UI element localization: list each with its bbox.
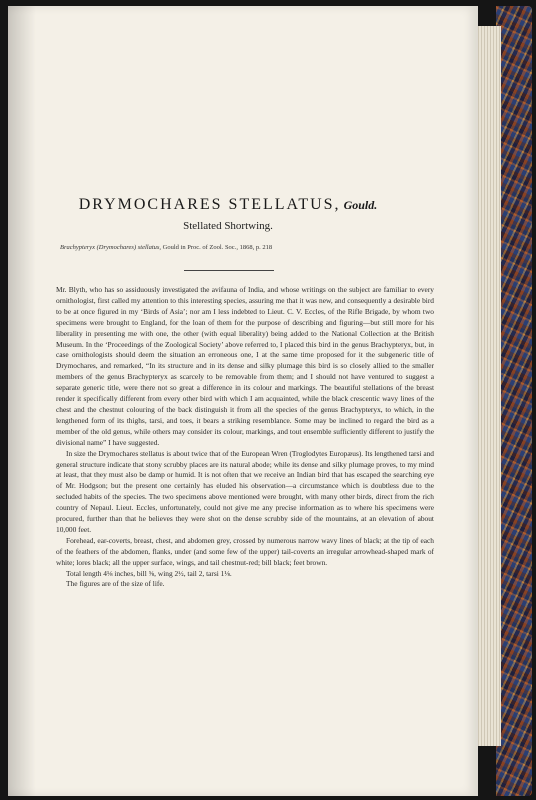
paragraph: Total length 4⅛ inches, bill ⅝, wing 2½, tail 2, tarsi 1⅛. (66, 568, 232, 578)
paragraph: The figures are of the size of life. (66, 579, 165, 589)
book-page (8, 6, 478, 796)
divider-rule (184, 270, 274, 271)
reference-name: Brachypteryx (Drymochares) stellatus, (60, 244, 162, 251)
marbled-cover-edge (496, 6, 532, 796)
book (8, 6, 532, 796)
page-title (8, 196, 448, 214)
paragraph: Mr. Blyth, who has so assiduously investigated the avifauna of India, and whose writings on the subject are familiar to every ornithologist, first called my attention to this interesting species, assuring me that it was new, and consequently a desirable bird to be at once figured in my ‘Birds of Asia’; nor am I less indebted to Lieut. C. V. Eccles, of the Rifle Brigade, by whom two specimens were brought to England, for the loan of them for the purpose of describing and figuring—but still more for his liberality in presenting me with one, the other (with equal liberality) being added to the National Collection at the British Museum. In the ‘Proceedings of the Zoological Society’ above referred to, I placed this bird in the genus Brachypteryx, but, in case ornithologists should deem the situation an erroneous one, I at the same time proposed for it the subgeneric title of Drymochares, and remarked, “In its structure and in its dense and silky plumage this bird is so closely allied to the smaller members of the genus Brachypteryx as scarcely to be removable from them; and I should not have ventured to suggest a separate generic title, were there not so great a difference in its colour and markings. The beautiful stellations of the breast render it specifically different from every other bird with which I am acquainted, while the black crescentic wavy lines of the chest and the chestnut colouring of the back distinguish it from all the species of the genus Brachypteryx, to which, in the lengthened form of its thighs, tarsi, and toes, it bears a striking resemblance. Some may be inclined to regard the bird as a member of the old genus, while others may consider its colour, markings, and tout ensemble sufficiently different to justify the divisional name” I have suggested. (56, 285, 434, 447)
common-name: Stellated Shortwing. (183, 220, 273, 232)
gutter-shadow (8, 6, 36, 796)
paragraph: In size the Drymochares stellatus is about twice that of the European Wren (Troglodytes Europæus). Its lengthened tarsi and general structure indicate that stony scrubby places are its natural abode; while its dense and silky plumage proves, to my mind at least, that they must also be damp or humid. It is not often that we receive an Indian bird that has escaped the searching eye of Mr. Hodgson; but the present one certainly has eluded his observation—a circumstance which is doubtless due to the secluded habits of the species. The two specimens above mentioned were brought, with many other birds, direct from the rich country of Nepaul. Lieut. Eccles, unfortunately, could not give me any precise information as to where his specimens were procured, further than that he believes they were shot on the dense scrubby side of the mountains, at an elevation of about 10,000 feet. (56, 448, 434, 534)
species-author: Gould. (343, 198, 378, 212)
article-body (56, 285, 434, 590)
reference-source: Gould in Proc. of Zool. Soc., 1868, p. 218 (162, 244, 273, 251)
bibliographic-reference (60, 244, 420, 251)
paragraph: Forehead, ear-coverts, breast, chest, and abdomen grey, crossed by numerous narrow wavy lines of black; at the tip of each of the feathers of the abdomen, flanks, under (and some few of the upper) tail-coverts an irregular arrowhead-shaped mark of white; lores black; all the upper surface, wings, and tail chestnut-red; bill black; feet brown. (56, 535, 434, 567)
species-title: DRYMOCHARES STELLATUS, (78, 196, 341, 213)
